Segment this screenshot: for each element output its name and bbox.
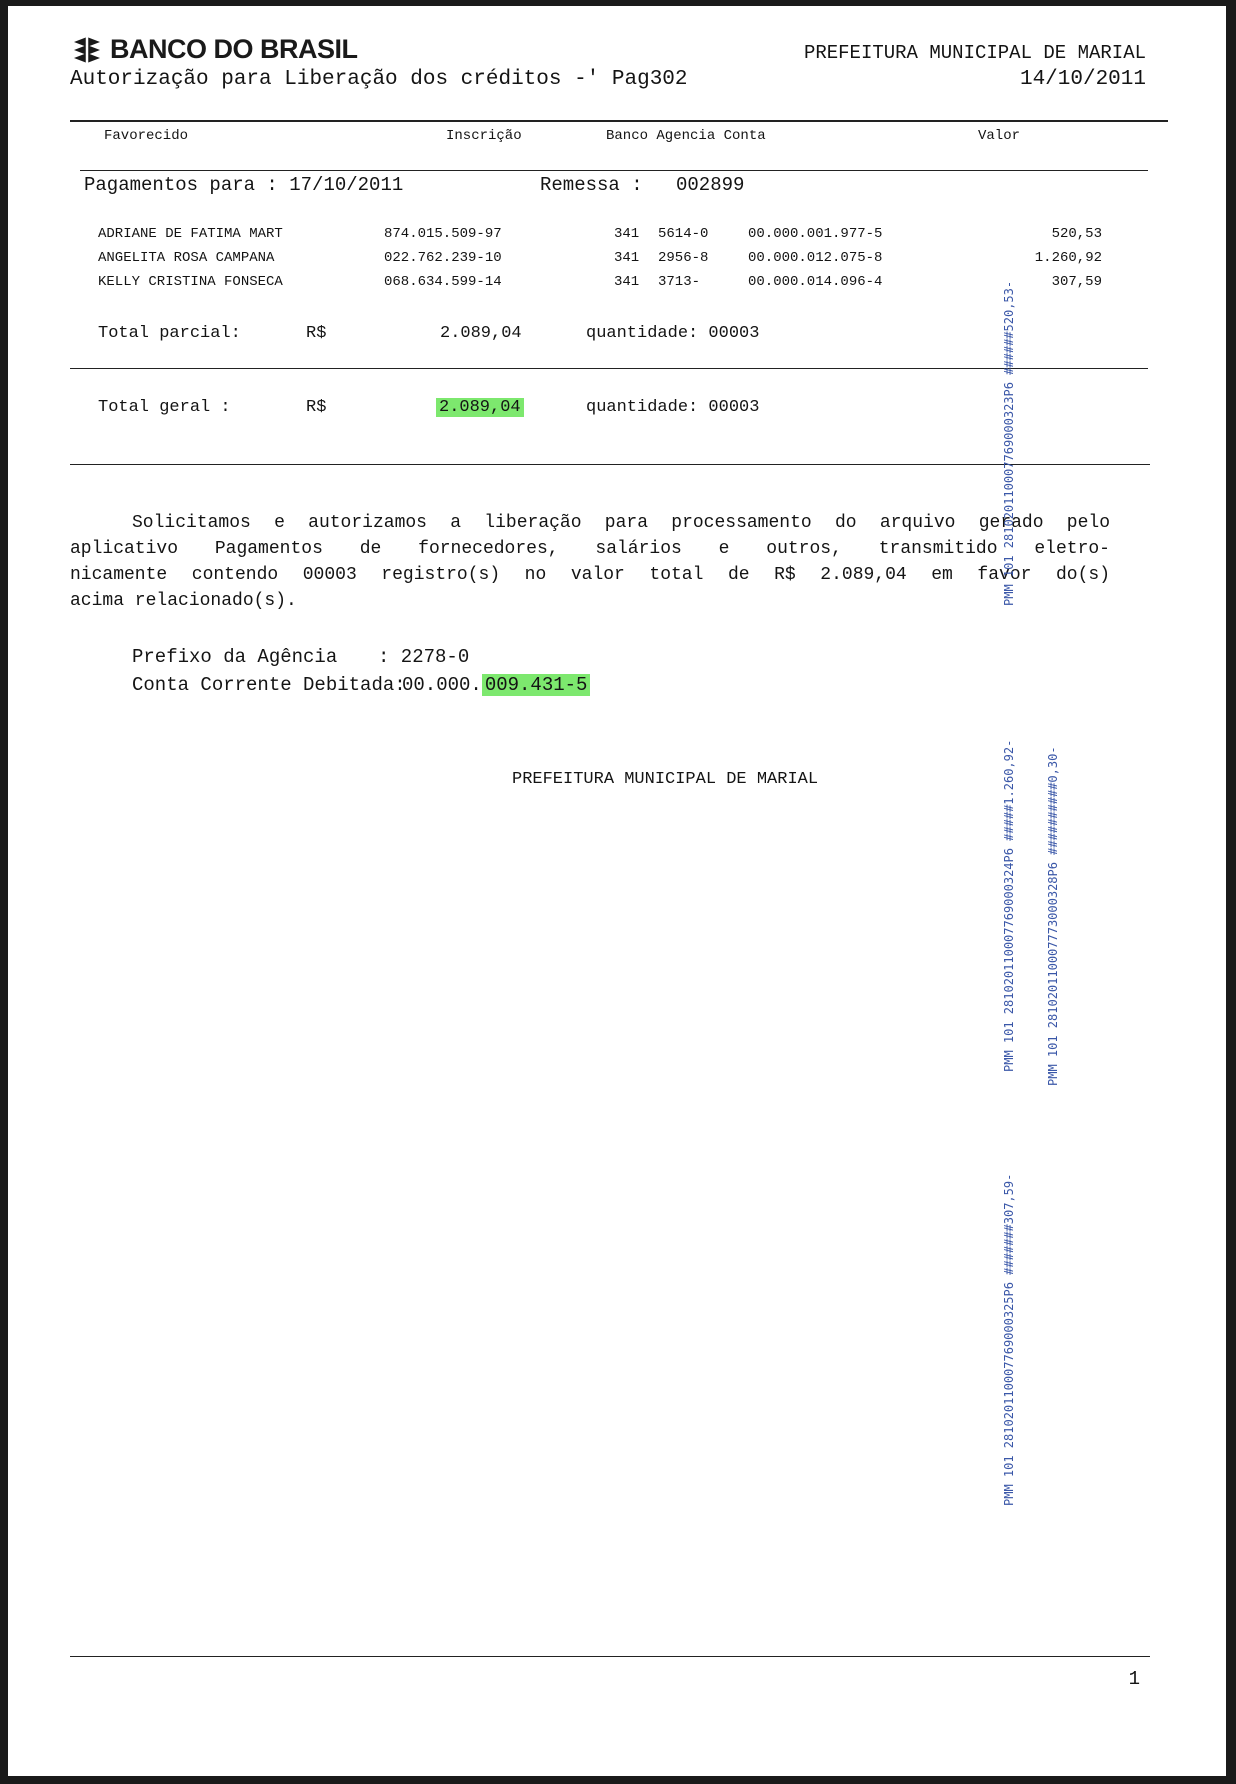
account-value-highlight: 009.431-5 (482, 674, 591, 696)
row-valor: 307,59 (1051, 274, 1102, 290)
bank-logo (70, 34, 358, 65)
page-number: 1 (1128, 1668, 1140, 1690)
partial-total-currency: R$ (306, 324, 327, 343)
document-page (8, 6, 1226, 1776)
column-favorecido: Favorecido (104, 128, 189, 144)
columns-divider (80, 170, 1148, 171)
row-agencia: 2956-8 (658, 250, 709, 266)
bank-name: BANCO DO BRASIL (110, 34, 358, 64)
account-value (402, 674, 590, 696)
partial-total-amount: 2.089,04 (440, 324, 522, 343)
row-banco: 341 (614, 226, 640, 242)
row-name: ANGELITA ROSA CAMPANA (98, 250, 275, 266)
column-inscricao: Inscrição (446, 128, 522, 144)
bank-stamp: PMM 101 281020110007769000324P6 #####1.260,92- (1002, 739, 1016, 1072)
general-total-amount-highlight: 2.089,04 (436, 398, 524, 417)
general-total-amount (436, 398, 524, 417)
authorization-text (70, 510, 1110, 614)
bank-stamp: PMM 101 281020110007769000325P6 #######307,59- (1002, 1173, 1016, 1506)
text-line: Solicitamos e autorizamos a liberação para processamento do arquivo gerado pelo (132, 513, 1110, 533)
row-banco: 341 (614, 250, 640, 266)
account-value-plain: 00.000. (402, 674, 482, 696)
row-valor: 1.260,92 (1034, 250, 1102, 266)
row-banco: 341 (614, 274, 640, 290)
document-title: Autorização para Liberação dos créditos -' Pag302 (70, 68, 688, 91)
column-valor: Valor (978, 128, 1021, 144)
row-inscricao: 022.762.239-10 (384, 250, 502, 266)
signature-company: PREFEITURA MUNICIPAL DE MARIAL (512, 770, 819, 789)
text-line: nicamente contendo 00003 registro(s) no valor total de R$ 2.089,04 em favor do(s) (70, 565, 1110, 585)
row-conta: 00.000.001.977-5 (748, 226, 883, 242)
account-label: Conta Corrente Debitada: (132, 674, 406, 696)
payment-date: Pagamentos para : 17/10/2011 (84, 174, 404, 196)
general-total-quantity: quantidade: 00003 (586, 398, 760, 417)
row-inscricao: 874.015.509-97 (384, 226, 502, 242)
general-total-currency: R$ (306, 398, 327, 417)
row-name: KELLY CRISTINA FONSECA (98, 274, 283, 290)
header-divider (70, 120, 1168, 122)
company-name: PREFEITURA MUNICIPAL DE MARIAL (803, 42, 1146, 64)
totals-divider (70, 464, 1150, 465)
partial-total-quantity: quantidade: 00003 (586, 324, 760, 343)
text-line: aplicativo Pagamentos de fornecedores, salários e outros, transmitido eletro- (70, 539, 1110, 559)
row-agencia: 3713- (658, 274, 701, 290)
document-date: 14/10/2011 (1019, 68, 1146, 91)
row-inscricao: 068.634.599-14 (384, 274, 502, 290)
remessa-value: 002899 (676, 174, 745, 196)
row-name: ADRIANE DE FATIMA MART (98, 226, 283, 242)
agency-prefix-value: : 2278-0 (378, 646, 470, 668)
partial-divider (70, 368, 1148, 369)
bank-stamp: PMM 101 281020110007773000328P6 ##########0,30- (1046, 746, 1060, 1086)
row-conta: 00.000.012.075-8 (748, 250, 883, 266)
partial-total-label: Total parcial: (98, 324, 241, 343)
remessa-label: Remessa : (540, 174, 643, 196)
bank-logo-icon (70, 36, 104, 64)
row-conta: 00.000.014.096-4 (748, 274, 883, 290)
row-valor: 520,53 (1051, 226, 1102, 242)
column-banco-agencia-conta: Banco Agencia Conta (606, 128, 766, 144)
agency-prefix-label: Prefixo da Agência (132, 646, 338, 668)
general-total-label: Total geral : (98, 398, 231, 417)
text-line: acima relacionado(s). (70, 591, 297, 611)
row-agencia: 5614-0 (658, 226, 709, 242)
footer-divider (70, 1656, 1150, 1657)
bank-stamp: PMM 101 281020110007769000323P6 ######520,53- (1002, 280, 1016, 606)
